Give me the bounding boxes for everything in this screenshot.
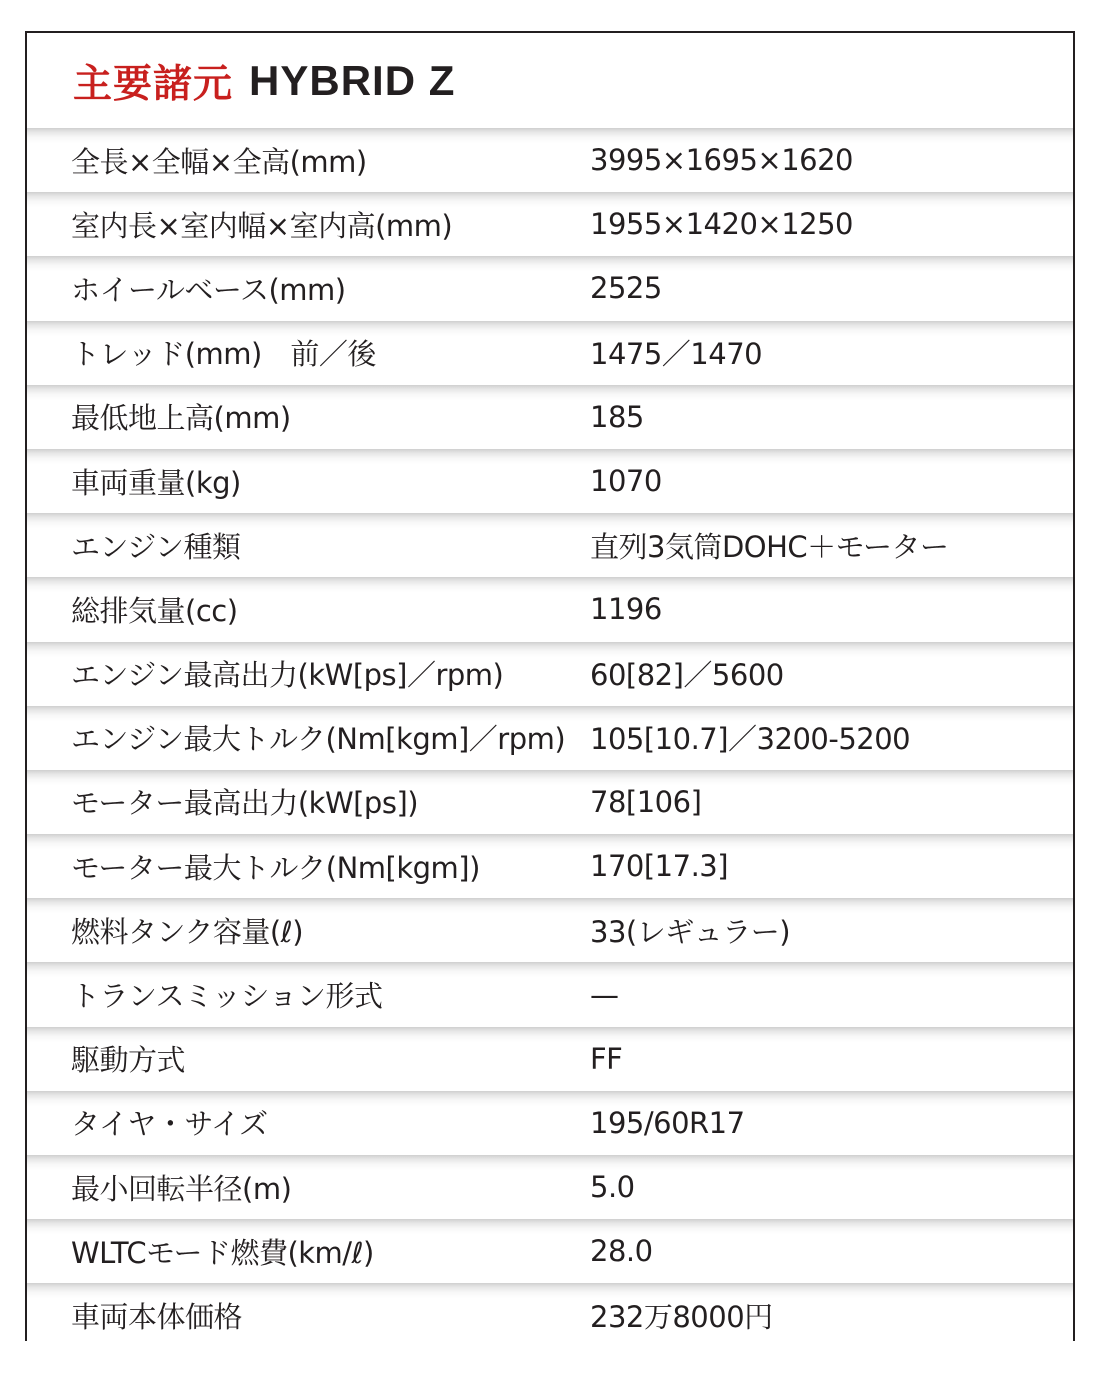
spec-value: 195/60R17 <box>590 1105 745 1140</box>
spec-label: 最低地上高(mm) <box>71 401 291 436</box>
spec-value: 185 <box>590 399 644 434</box>
spec-label: 室内長×室内幅×室内高(mm) <box>71 208 453 243</box>
spec-value: 28.0 <box>590 1234 653 1269</box>
spec-row <box>27 321 1073 385</box>
spec-value: 232万8000円 <box>590 1299 773 1334</box>
spec-title-model: HYBRID Z <box>249 56 456 104</box>
spec-row <box>27 1091 1073 1155</box>
spec-label: WLTCモード燃費(km/ℓ) <box>71 1235 374 1270</box>
spec-label: エンジン種類 <box>71 529 241 564</box>
spec-table-box <box>25 31 1075 1341</box>
spec-value: 78[106] <box>590 784 702 819</box>
spec-label: モーター最高出力(kW[ps]) <box>71 786 419 821</box>
spec-value: 1196 <box>590 592 662 627</box>
spec-value: 105[10.7]／3200-5200 <box>590 722 911 757</box>
spec-label: トランスミッション形式 <box>71 979 383 1014</box>
spec-title-jp: 主要諸元 <box>73 61 234 107</box>
spec-row <box>27 256 1073 320</box>
spec-label: エンジン最大トルク(Nm[kgm]／rpm) <box>71 722 566 757</box>
spec-row <box>27 770 1073 834</box>
spec-row <box>27 642 1073 706</box>
spec-value: 3995×1695×1620 <box>590 143 854 178</box>
spec-value: 5.0 <box>590 1170 635 1205</box>
spec-label: タイヤ・サイズ <box>71 1107 268 1142</box>
spec-label: 全長×全幅×全高(mm) <box>71 144 367 179</box>
spec-row <box>27 1219 1073 1283</box>
spec-row <box>27 385 1073 449</box>
spec-row <box>27 577 1073 641</box>
spec-row <box>27 706 1073 770</box>
spec-row <box>27 834 1073 898</box>
spec-label: 総排気量(cc) <box>71 593 238 628</box>
spec-label: 最小回転半径(m) <box>71 1171 292 1206</box>
spec-value: FF <box>590 1041 623 1076</box>
spec-label: 車両本体価格 <box>71 1299 243 1334</box>
spec-row <box>27 1027 1073 1091</box>
spec-value: 2525 <box>590 271 662 306</box>
spec-label: 燃料タンク容量(ℓ) <box>71 914 304 949</box>
spec-value: 170[17.3] <box>590 849 729 884</box>
spec-row <box>27 898 1073 962</box>
spec-row <box>27 1155 1073 1219</box>
spec-value: — <box>590 977 619 1012</box>
spec-title <box>27 33 1073 128</box>
spec-label: エンジン最高出力(kW[ps]／rpm) <box>71 658 504 693</box>
spec-row <box>27 513 1073 577</box>
spec-row <box>27 1283 1073 1347</box>
spec-value: 60[82]／5600 <box>590 658 784 693</box>
spec-label: モーター最大トルク(Nm[kgm]) <box>71 850 480 885</box>
spec-table <box>27 128 1073 1348</box>
spec-label: 車両重量(kg) <box>71 465 241 500</box>
spec-row <box>27 128 1073 192</box>
spec-value: 1955×1420×1250 <box>590 207 854 242</box>
spec-row <box>27 449 1073 513</box>
spec-label: ホイールベース(mm) <box>71 272 346 307</box>
spec-value: 33(レギュラー) <box>590 914 791 949</box>
spec-value: 1070 <box>590 464 662 499</box>
spec-row <box>27 192 1073 256</box>
spec-label: 駆動方式 <box>71 1043 186 1078</box>
spec-row <box>27 962 1073 1026</box>
spec-value: 直列3気筒DOHC＋モーター <box>590 529 949 564</box>
spec-label: トレッド(mm) 前／後 <box>71 337 376 372</box>
spec-value: 1475／1470 <box>590 337 763 372</box>
